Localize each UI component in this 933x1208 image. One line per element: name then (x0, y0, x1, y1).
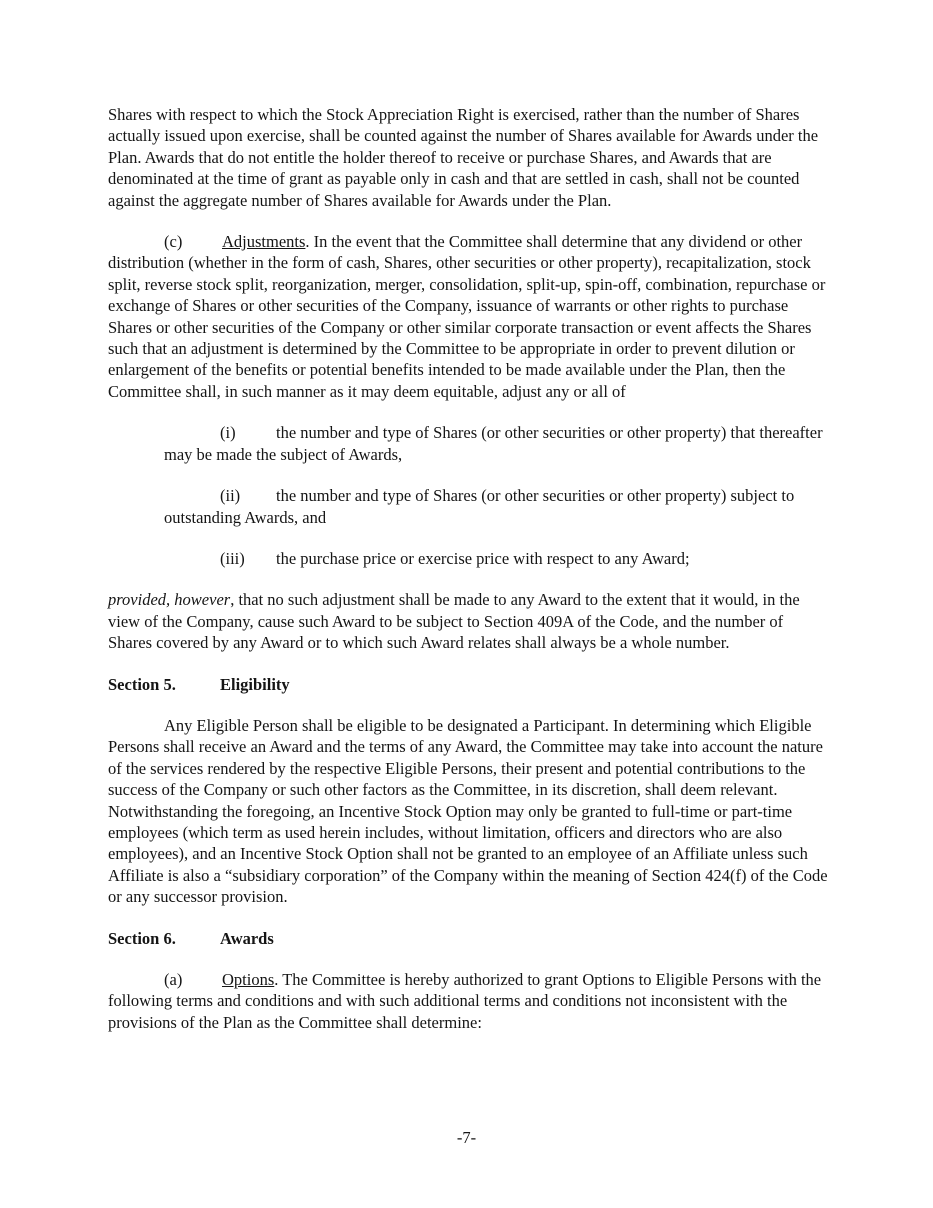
paragraph-proviso (108, 589, 828, 653)
clause-adjustments-title: Adjustments (222, 232, 306, 252)
clause-adjustments (108, 231, 828, 402)
adjustment-item-i-text: the number and type of Shares (or other securities or other property) that thereafter may be made the subject of Awards, (164, 423, 823, 464)
proviso-italic-lead: provided, however (108, 590, 231, 610)
clause-options-body: . The Committee is hereby authorized to grant Options to Eligible Persons with the following terms and conditions and with such additional terms and conditions not inconsistent with the provisions of the Plan as the Committee shall determine: (108, 970, 822, 1032)
section-6-title: Awards (220, 928, 274, 948)
clause-adjustments-label: (c) (164, 232, 183, 252)
adjustment-item-ii (108, 485, 828, 528)
adjustment-item-iii-label: (iii) (220, 548, 245, 568)
page-number: -7- (456, 1128, 477, 1147)
clause-options-label: (a) (164, 970, 183, 989)
adjustment-item-iii-text: the purchase price or exercise price with respect to any Award; (276, 548, 690, 568)
document-content (108, 104, 828, 1053)
proviso-body: , that no such adjustment shall be made to any Award to the extent that it would, in the view of the Company, cause such Award to be subject to Section 409A of the Code, and the number of Shares covered by any Award or to which such Award relates shall always be a whole number. (108, 590, 800, 653)
clause-adjustments-body: . In the event that the Committee shall determine that any dividend or other distribution (whether in the form of cash, Shares, other securities or other property), recapitalization, stock split, reverse stock split, reorganization, merger, consolidation, split-up, spin-off, combination, repurchase or exchange of Shares or other securities of the Company, issuance of warrants or other rights to purchase Shares or other securities of the Company or other similar corporate transaction or event affects the Shares such that an adjustment is determined by the Committee to be appropriate in order to prevent dilution or enlargement of the benefits or potential benefits intended to be made available under the Plan, then the Committee shall, in such manner as it may deem equitable, adjust any or all of (108, 232, 826, 401)
clause-options-title: Options (222, 970, 275, 989)
section-6-number: Section 6. (108, 928, 176, 948)
adjustment-item-iii (108, 548, 828, 569)
adjustment-item-i (108, 422, 828, 465)
section-6-heading (108, 928, 828, 949)
section-5-heading (108, 674, 828, 695)
section-5-title: Eligibility (220, 674, 290, 694)
adjustment-item-ii-text: the number and type of Shares (or other securities or other property) subject to outstanding Awards, and (164, 486, 795, 527)
paragraph-share-counting: Shares with respect to which the Stock Appreciation Right is exercised, rather than the number of Shares actually issued upon exercise, shall be counted against the number of Shares available for Awards under the Plan. Awards that do not entitle the holder thereof to receive or purchase Shares, and Awards that are denominated at the time of grant as payable only in cash and that are settled in cash, shall not be counted against the aggregate number of Shares available for Awards under the Plan. (108, 105, 819, 210)
adjustment-item-ii-label: (ii) (220, 486, 241, 506)
adjustment-item-i-label: (i) (220, 423, 236, 443)
paragraph-eligibility: Any Eligible Person shall be eligible to be designated a Participant. In determining which Eligible Persons shall receive an Award and the terms of any Award, the Committee may take into account the nature of the services rendered by the respective Eligible Persons, their present and potential contributions to the success of the Company or such other factors as the Committee, in its discretion, shall deem relevant. Notwithstanding the foregoing, an Incentive Stock Option may only be granted to full-time or part-time employees (which term as used herein includes, without limitation, officers and directors who are also employees), and an Incentive Stock Option shall not be granted to an employee of an Affiliate unless such Affiliate is also a “subsidiary corporation” of the Company within the meaning of Section 424(f) of the Code or any successor provision. (108, 715, 828, 907)
clause-options (108, 969, 828, 1033)
section-5-number: Section 5. (108, 674, 176, 694)
